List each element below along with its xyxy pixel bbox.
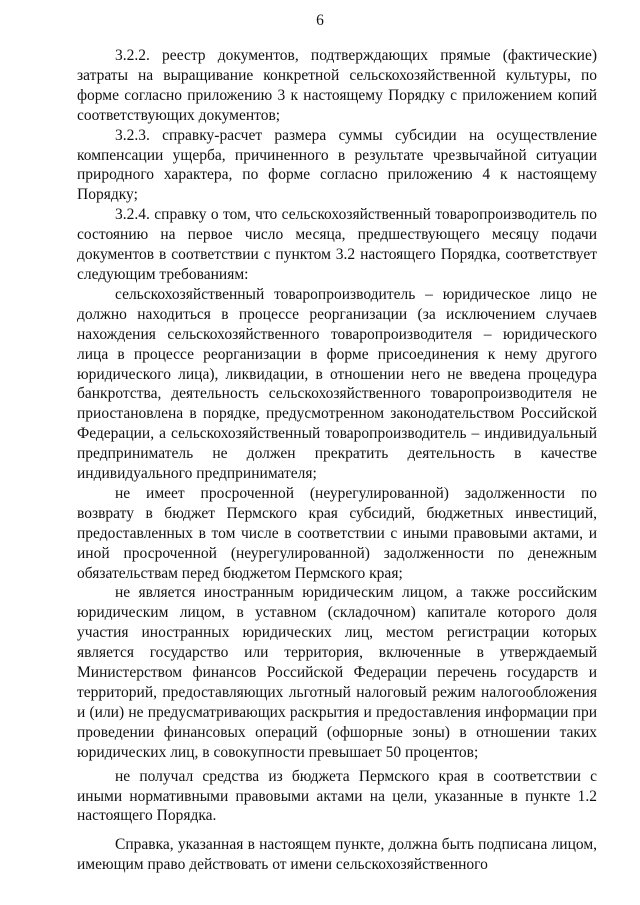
requirement-no-debt: не имеет просроченной (неурегулированной) задолженности по возврату в бюджет Пермского края субсидий, бюджетных инвестиций, предоставленных в том числе в соответствии с иными правовыми актами, и иной просроченной (неурегулированной) задолженности по денежным обязательствам перед бюджетом Пермского края; [77, 484, 597, 582]
document-body [77, 46, 597, 875]
paragraph-signature-note: Справка, указанная в настоящем пункте, должна быть подписана лицом, имеющим право действовать от имени сельскохозяйственного [77, 836, 597, 874]
requirement-not-foreign: не является иностранным юридическим лицом, а также российским юридическим лицом, в уставном (складочном) капитале которого доля участия иностранных юридических лиц, местом регистрации которых является государство или территория, включенные в утверждаемый Министерством финансов Российской Федерации перечень государств и территорий, предоставляющих льготный налоговый режим налогообложения и (или) не предусматривающих раскрытия и предоставления информации при проведении финансовых операций (офшорные зоны) в отношении таких юридических лиц, в совокупности превышает 50 процентов; [77, 584, 597, 761]
paragraph-3-2-3: 3.2.3. справку-расчет размера суммы субсидии на осуществление компенсации ущерба, причиненного в результате чрезвычайной ситуации природного характера, по форме согласно приложению 4 к настоящему Порядку; [77, 126, 597, 204]
page-number: 6 [316, 12, 324, 29]
paragraph-3-2-2: 3.2.2. реестр документов, подтверждающих прямые (фактические) затраты на выращивание конкретной сельскохозяйственной культуры, по форме согласно приложению 3 к настоящему Порядку с приложением копий соответствующих документов; [77, 47, 597, 124]
paragraph-3-2-4: 3.2.4. справку о том, что сельскохозяйственный товаропроизводитель по состоянию на первое число месяца, предшествующего месяцу подачи документов в соответствии с пунктом 3.2 настоящего Порядка, соответствует следующим требованиям: [77, 206, 597, 283]
requirement-no-other-funds: не получал средства из бюджета Пермского края в соответствии с иными нормативными правовыми актами на цели, указанные в пункте 1.2 настоящего Порядка. [77, 767, 597, 825]
requirement-reorganization: сельскохозяйственный товаропроизводитель – юридическое лицо не должно находиться в процессе реорганизации (за исключением случаев нахождения сельскохозяйственного товаропроизводителя – юридического лица в процессе реорганизации в форме присоединения к нему другого юридического лица), ликвидации, в отношении него не введена процедура банкротства, деятельность сельскохозяйственного товаропроизводителя не приостановлена в порядке, предусмотренном законодательством Российской Федерации, а сельскохозяйственный товаропроизводитель – индивидуальный предприниматель не должен прекратить деятельность в качестве индивидуального предпринимателя; [77, 285, 597, 483]
